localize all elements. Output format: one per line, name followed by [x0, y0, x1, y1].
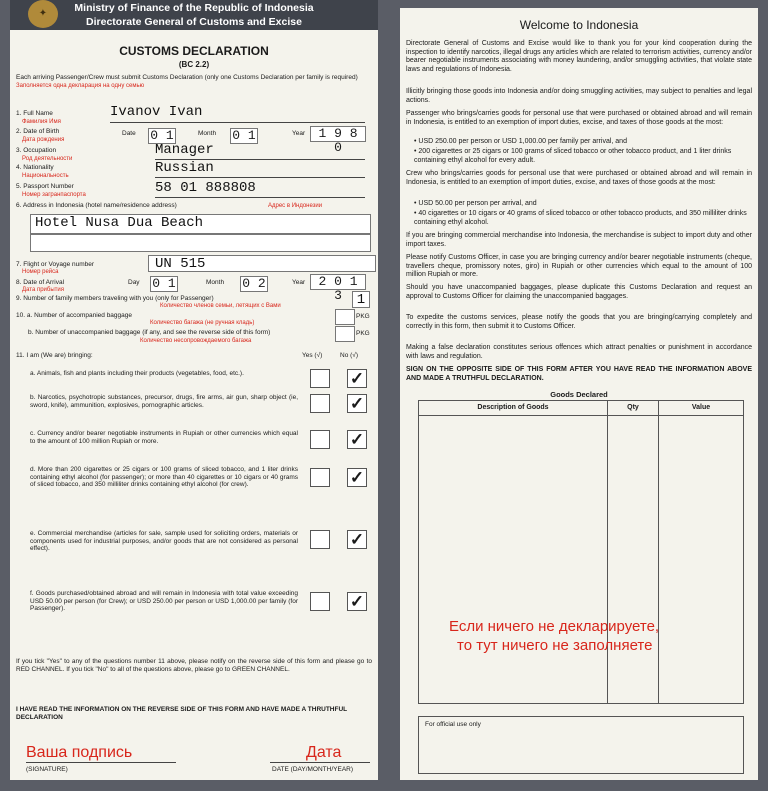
dob-year-value: 1 9 8 0	[310, 126, 366, 142]
official-use-label: For official use only	[425, 721, 481, 728]
passenger-bullet-2: • 200 cigarettes or 25 cigars or 100 grams of sliced tobacco or other tobacco product, and 1 liter drinks containing ethyl alcohol for every adult.	[414, 148, 732, 164]
passenger-bullet-1-text: USD 250.00 per person or USD 1,000.00 per family per arrival, and	[418, 138, 627, 145]
baggage-b-label: b. Number of unaccompanied baggage (if any, and see the reverse side of this form)	[28, 329, 271, 336]
info-paragraph-5: If you are bringing commercial merchandise into Indonesia, the merchandise is subject to import duty and other import taxes.	[406, 232, 752, 248]
address-ru-label: Адрес в Индонезии	[268, 203, 323, 209]
info-paragraph-6: Please notify Customs Officer, in case you are bringing currency and/or bearer negotiable instruments (cheque, travellers cheque, promissory notes, giro) in Rupiah or other currencies which equal to the amount of 100 million Rupiah or more.	[406, 254, 752, 279]
customs-declaration-form	[10, 0, 378, 780]
goods-declared-title: Goods Declared	[550, 390, 608, 399]
arrival-day-label: Day	[128, 279, 140, 286]
date-ru-note: Дата	[306, 744, 342, 761]
arrival-year-value: 2 0 1 3	[310, 274, 366, 290]
form-code: (BC 2.2)	[178, 60, 210, 69]
signature-date-label: DATE (DAY/MONTH/YEAR)	[272, 766, 354, 773]
info-paragraph-1: Directorate General of Customs and Excise would like to thank you for your kind cooperation during the inspection to identify narcotics, illegal drugs any articles which are related to terrorism activities, currency and/or bearer negotiable instruments associating with money laundering, and/or smuggling activities, that violate state laws and regulations of Indonesia.	[406, 40, 752, 73]
form-reverse-side	[400, 8, 758, 780]
address-label: 6. Address in Indonesia (hotel name/residence address)	[16, 202, 177, 209]
passport-label: 5. Passport Number	[16, 183, 74, 190]
family-members-field[interactable]: 1	[352, 291, 370, 308]
accompanied-baggage-field[interactable]	[335, 309, 355, 325]
signature-field[interactable]	[26, 762, 176, 763]
name-label: 1. Full Name	[16, 110, 53, 117]
passenger-bullet-1: • USD 250.00 per person or USD 1,000.00 per family per arrival, and	[414, 138, 627, 145]
yes-column-label: Yes (√)	[302, 352, 323, 359]
item-b-no-checkbox[interactable]: ✓	[347, 394, 367, 413]
nationality-ru-label: Национальность	[22, 173, 69, 179]
goods-value-cell[interactable]	[659, 415, 743, 703]
full-name-field[interactable]: Ivanov Ivan	[110, 104, 365, 123]
unaccompanied-baggage-field[interactable]	[335, 326, 355, 342]
passport-number-field[interactable]: 58 01 888808	[155, 180, 365, 198]
crew-bullet-1: • USD 50.00 per person per arrival, and	[414, 200, 537, 207]
item-b-yes-checkbox[interactable]	[310, 394, 330, 413]
ministry-title: Ministry of Finance of the Republic of Indonesia	[74, 2, 314, 14]
item-c-no-checkbox[interactable]: ✓	[347, 430, 367, 449]
arrival-day-field[interactable]	[150, 274, 177, 292]
crew-bullet-2: • 40 cigarettes or 10 cigars or 40 grams of sliced tobacco or other tobacco products, and 350 milliliter drinks containing ethyl alcohol.	[414, 210, 747, 226]
item-f-no-checkbox[interactable]: ✓	[347, 592, 367, 611]
goods-qty-cell[interactable]	[608, 415, 658, 703]
nationality-label: 4. Nationality	[16, 164, 54, 171]
flight-label: 7. Flight or Voyage number	[16, 261, 95, 268]
arrival-label: 8. Date of Arrival	[16, 279, 65, 286]
directorate-title: Directorate General of Customs and Excise	[86, 16, 302, 28]
signature-date-field[interactable]	[270, 762, 370, 763]
family-label: 9. Number of family members traveling with you (only for Passenger)	[16, 295, 214, 302]
occupation-field[interactable]: Manager	[155, 142, 365, 160]
form-title: CUSTOMS DECLARATION	[119, 44, 269, 58]
item-b-text: b. Narcotics, psychotropic substances, precursor, drugs, fire arms, air gun, sharp object (ie, sword, knife), ammunition, explosives, pornographic articles.	[30, 394, 298, 409]
name-ru-label: Фамилия Имя	[22, 119, 61, 125]
item-c-text: c. Currency and/or bearer negotiable instruments in Rupiah or other currencies which equal to the amount of 100 million Rupiah or more.	[30, 430, 298, 445]
truthful-declaration-statement: I HAVE READ THE INFORMATION ON THE REVERSE SIDE OF THIS FORM AND HAVE MADE A THRUTHFUL DECLARATION	[16, 706, 348, 721]
info-paragraph-9: Making a false declaration constitutes serious offences which attract penalties or punishment in accordance with laws and regulation.	[406, 344, 752, 360]
sign-notice: SIGN ON THE OPPOSITE SIDE OF THIS FORM AFTER YOU HAVE READ THE INFORMATION ABOVE AND MADE A TRUTHFUL DECLARATION.	[406, 366, 752, 382]
item-d-text: d. More than 200 cigarettes or 25 cigars or 100 grams of sliced tobacco, and 1 liter drinks containing ethyl alcohol (for passenger); or more than 40 cigarettes or 10 cigars or 40 grams of sliced tobacco, and 350 milliliter drinks containing ethyl alcohol (for crew).	[30, 466, 298, 488]
item-e-no-checkbox[interactable]: ✓	[347, 530, 367, 549]
item-e-text: e. Commercial merchandise (articles for sale, sample used for soliciting orders, materials or components used for industrial purposes, and/or goods that are not considered as personal effect).	[30, 530, 298, 552]
question-11-label: 11. I am (We are) bringing:	[16, 352, 93, 359]
baggage-b-unit: PKG	[356, 330, 370, 337]
item-f-yes-checkbox[interactable]	[310, 592, 330, 611]
info-paragraph-4: Crew who brings/carries goods for personal use that were purchased or obtained abroad and will remain in Indonesia, is entitled to an exemption of import duties, excise, and taxes of those goods at the most:	[406, 170, 752, 186]
family-ru-label: Количество членов семьи, летящих с Вами	[160, 303, 281, 309]
form-intro	[16, 74, 372, 90]
signature-label: (SIGNATURE)	[26, 766, 68, 773]
crew-bullet-1-text: USD 50.00 per person per arrival, and	[418, 200, 537, 207]
item-e-yes-checkbox[interactable]	[310, 530, 330, 549]
arrival-month-value: 0 2	[240, 276, 268, 292]
intro-text: Each arriving Passenger/Crew must submit Customs Declaration (only one Customs Declaration per family is required)	[16, 74, 358, 81]
intro-ru-note: Заполняется одна декларация на одну семью	[16, 82, 145, 89]
welcome-title: Welcome to Indonesia	[519, 18, 639, 32]
passport-ru-label: Номер загранпаспорта	[22, 192, 86, 198]
dob-month-label: Month	[198, 130, 217, 137]
arrival-ru-label: Дата прибытия	[22, 287, 64, 293]
item-f-text: f. Goods purchased/obtained abroad and will remain in Indonesia with total value exceeding USD 50.00 per person (for Crew); or USD 250.00 per person or USD 1,000.00 per family (for Passenger).	[30, 590, 298, 612]
info-paragraph-2: Illicitly bringing those goods into Indonesia and/or doing smuggling activities, may subject to penalties and legal actions.	[406, 88, 752, 104]
info-paragraph-3: Passenger who brings/carries goods for personal use that were purchased or obtained abroad and will remain in Indonesia, is entitled to an exemption of import duties, excise, and taxes of those goods at the most:	[406, 110, 752, 126]
goods-ru-annotation	[449, 617, 749, 655]
baggage-b-ru-label: Количество несопровождаемого багажа	[140, 338, 252, 344]
arrival-month-field[interactable]	[240, 274, 267, 292]
dob-month-value: 0 1	[230, 128, 258, 144]
info-paragraph-8: To expedite the customs services, please notify the goods that you are bringing/carrying completely and correctly in this form, then submit it to Customs Officer.	[406, 314, 752, 330]
occupation-ru-label: Род деятельности	[22, 156, 73, 162]
col-qty-header: Qty	[608, 401, 659, 416]
item-c-yes-checkbox[interactable]	[310, 430, 330, 449]
baggage-a-unit: PKG	[356, 313, 370, 320]
form-header	[10, 0, 378, 30]
occupation-label: 3. Occupation	[16, 147, 57, 154]
baggage-a-ru-label: Количество багажа (не ручная кладь)	[150, 320, 255, 326]
dob-year-label: Year	[292, 130, 306, 137]
garuda-emblem-icon: ✦	[28, 0, 58, 28]
official-use-box	[418, 716, 744, 774]
flight-number-field[interactable]: UN 515	[148, 255, 376, 272]
no-column-label: No (√)	[340, 352, 359, 359]
channel-notice: If you tick "Yes" to any of the questions number 11 above, please notify on the reverse side of this form and please go to RED CHANNEL. If you tick "No" to all of the questions above, please go to GREEN CHANNEL.	[16, 658, 372, 673]
col-description-header: Description of Goods	[419, 401, 608, 416]
goods-description-cell[interactable]	[419, 415, 607, 703]
dob-day-value: 0 1	[148, 128, 176, 144]
signature-ru-note: Ваша подпись	[26, 744, 133, 761]
arrival-month-label: Month	[206, 279, 225, 286]
annotation-line-1: Если ничего не декларируете,	[449, 618, 660, 635]
arrival-year-label: Year	[292, 279, 306, 286]
col-value-header: Value	[659, 401, 743, 416]
dob-label: 2. Date of Birth	[16, 128, 60, 135]
dob-ru-label: Дата рождения	[22, 137, 65, 143]
goods-table	[418, 400, 744, 704]
item-a-yes-checkbox[interactable]	[310, 369, 330, 388]
annotation-line-2: то тут ничего не заполняете	[457, 637, 653, 654]
passenger-bullet-2-text: 200 cigarettes or 25 cigars or 100 grams of sliced tobacco or other tobacco product, and 1 liter drinks containing ethyl alcohol for every adult.	[414, 148, 732, 164]
item-a-text: a. Animals, fish and plants including their products (vegetables, food, etc.).	[30, 370, 244, 377]
baggage-a-label: 10. a. Number of accompanied baggage	[16, 312, 132, 319]
dob-date-label: Date	[122, 130, 136, 137]
flight-ru-label: Номер рейса	[22, 269, 59, 275]
address-field-line1[interactable]: Hotel Nusa Dua Beach	[30, 214, 371, 234]
nationality-field[interactable]: Russian	[155, 160, 365, 178]
arrival-day-value: 0 1	[150, 276, 178, 292]
info-paragraph-7: Should you have unaccompanied baggages, please duplicate this Customs Declaration and request an approval to Customs Officer for claiming the unaccompanied baggages.	[406, 284, 752, 300]
item-d-yes-checkbox[interactable]	[310, 468, 330, 487]
item-d-no-checkbox[interactable]: ✓	[347, 468, 367, 487]
crew-bullet-2-text: 40 cigarettes or 10 cigars or 40 grams of sliced tobacco or other tobacco products, and 350 milliliter drinks containing ethyl alcohol.	[414, 210, 747, 226]
item-a-no-checkbox[interactable]: ✓	[347, 369, 367, 388]
address-field-line2[interactable]	[30, 234, 371, 252]
